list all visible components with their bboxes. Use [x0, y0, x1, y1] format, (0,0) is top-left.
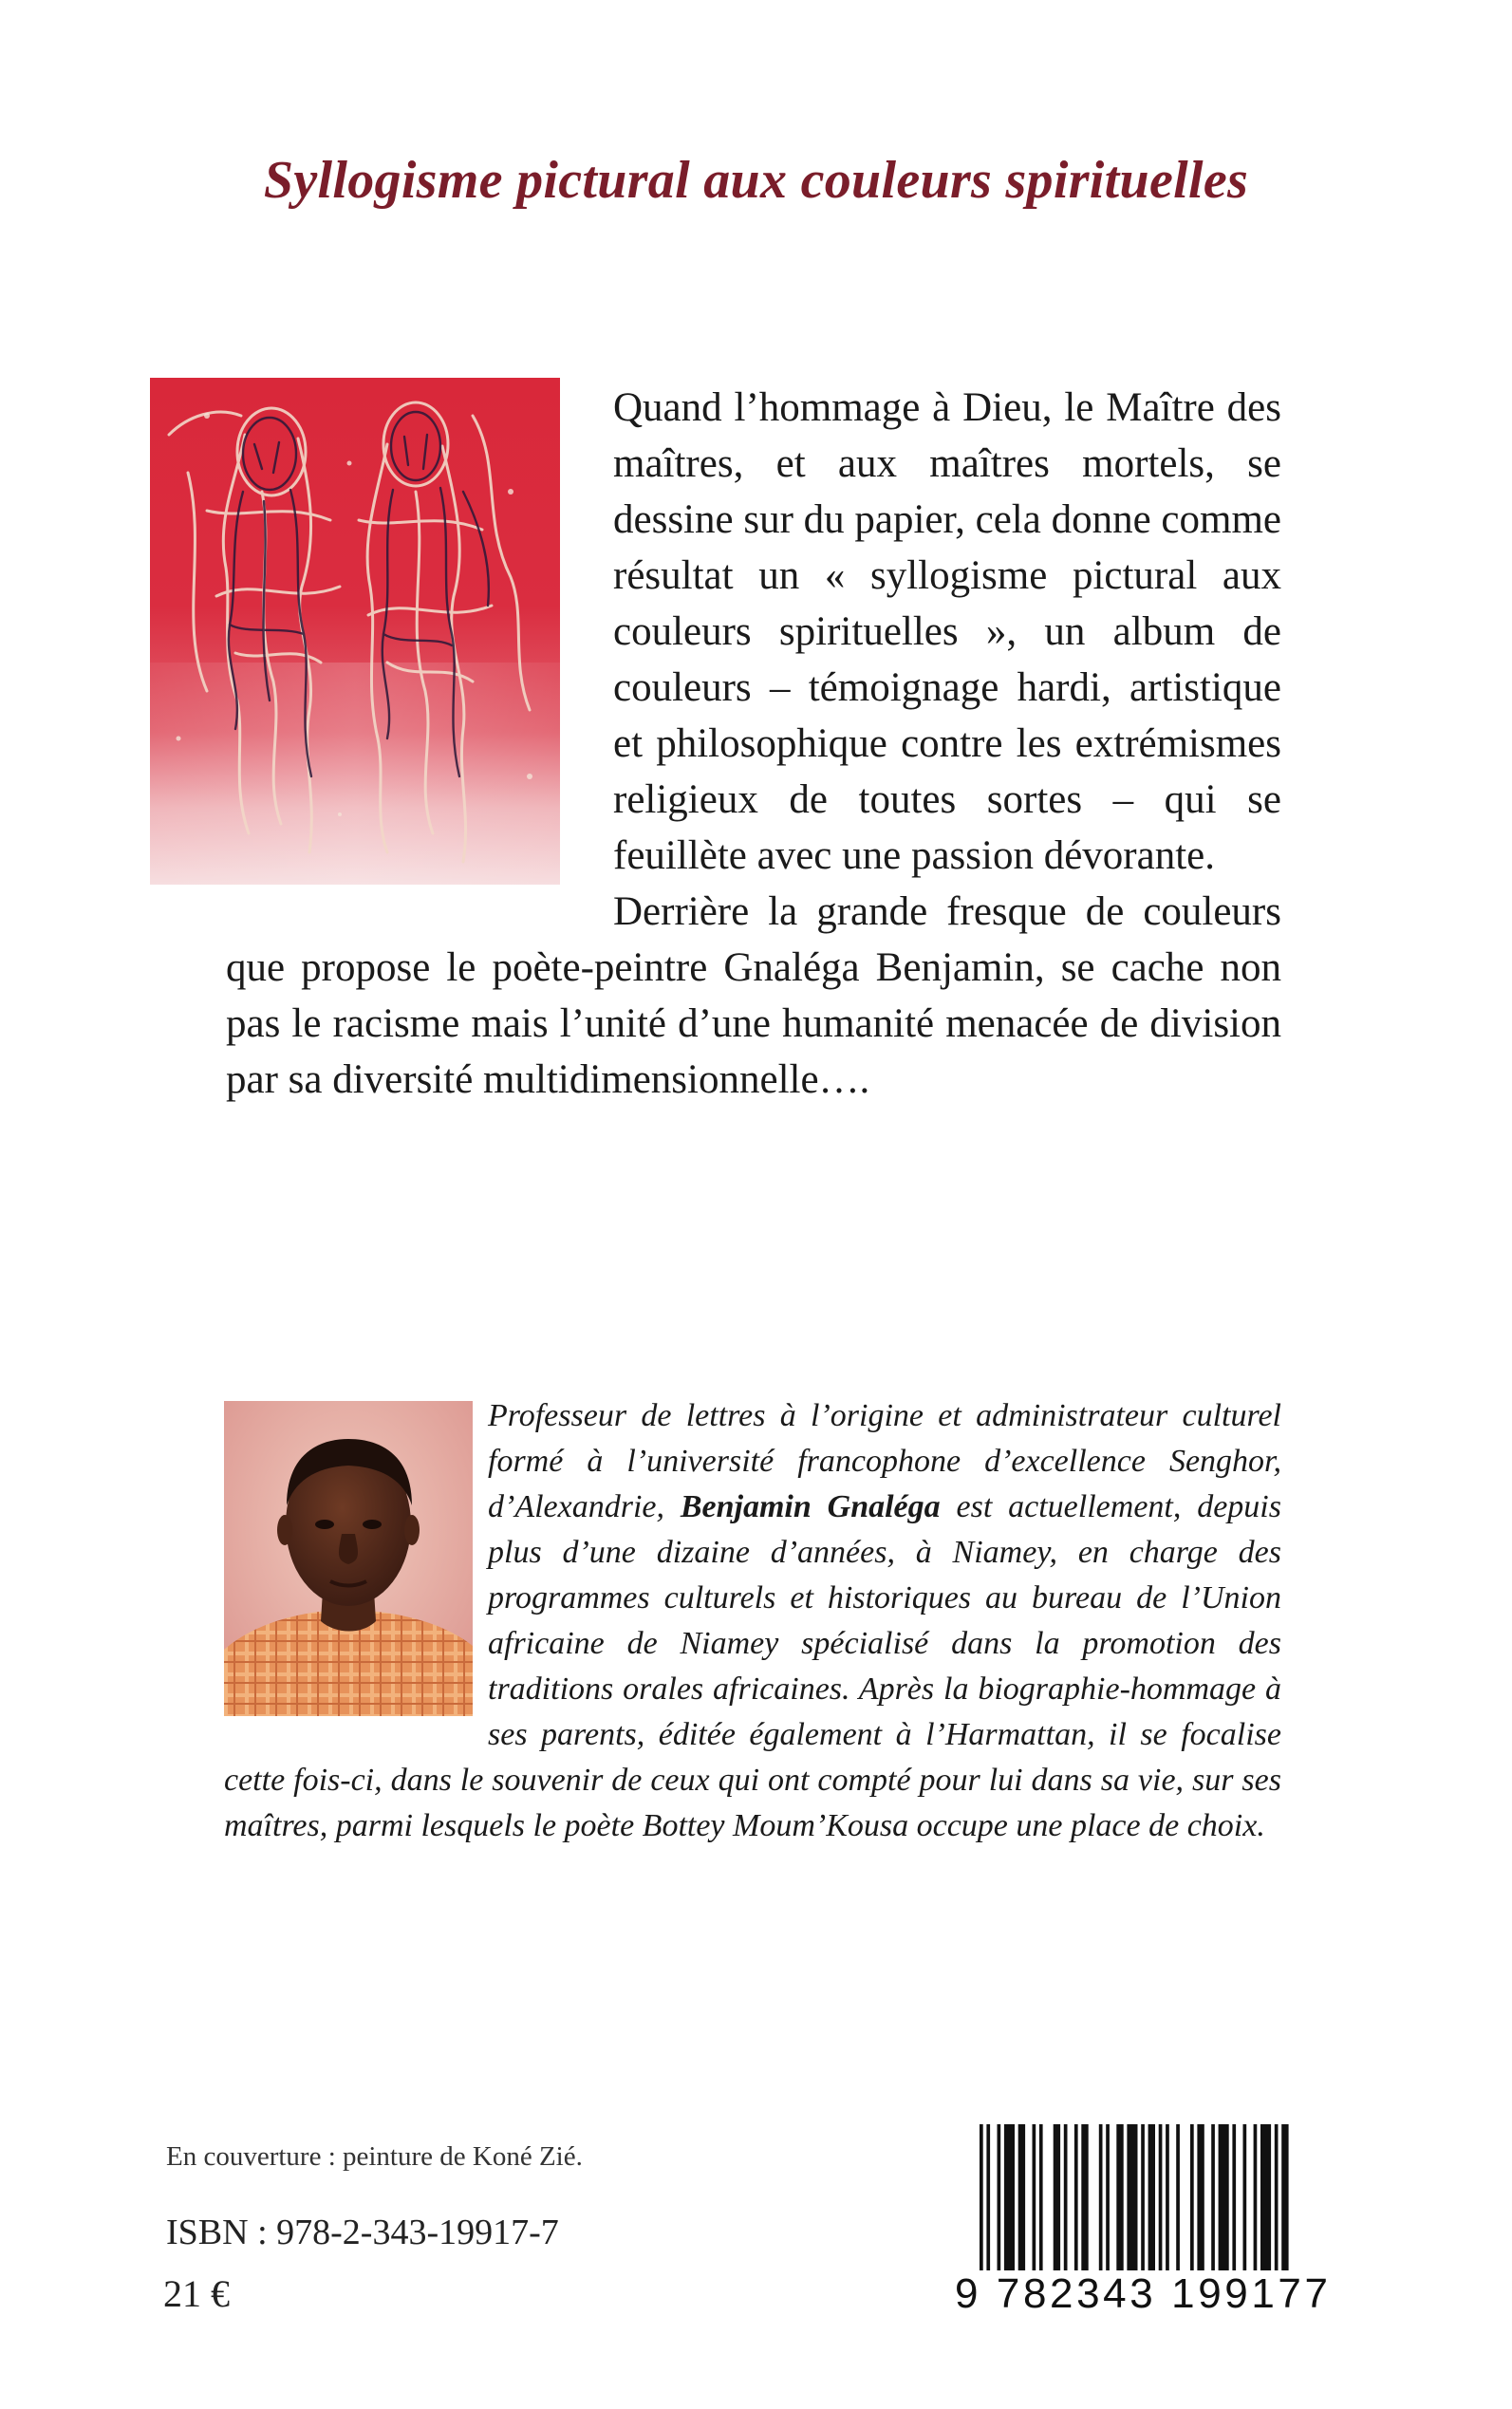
- barcode-bar: [1033, 2124, 1036, 2276]
- book-summary: [226, 380, 1281, 1108]
- barcode-bar: [1116, 2124, 1123, 2276]
- bio-text-before: Professeur de lettres à l’origine et administrateur culturel formé à l’université francophone d’excellence Senghor, d’Alexandrie,: [488, 1398, 1281, 1524]
- book-title: Syllogisme pictural aux couleurs spirituelles: [263, 151, 1249, 210]
- barcode-bar: [1254, 2124, 1258, 2276]
- isbn-label: ISBN : 978-2-343-19917-7: [166, 2213, 559, 2252]
- barcode-bar: [1159, 2124, 1163, 2276]
- barcode-bar: [1281, 2124, 1288, 2276]
- barcode-bar: [1039, 2124, 1043, 2276]
- barcode-bar: [1232, 2124, 1236, 2276]
- barcode-bar: [1054, 2124, 1060, 2276]
- painting-wrap-spacer: [226, 380, 613, 936]
- barcode-bar: [1099, 2124, 1103, 2276]
- summary-paragraph-1: Quand l’hommage à Dieu, le Maître des maîtres, et aux maîtres mortels, se dessine sur du papier, cela donne comme résultat un « syllogisme pictural aux couleurs spirituelles », un album de couleurs – témoignage hardi, artistique et philosophique contre les extrémismes religieux de toutes sortes – qui se feuillète avec une passion dévorante.: [613, 385, 1281, 878]
- barcode-bar: [1176, 2124, 1180, 2276]
- author-biography: [224, 1393, 1281, 1849]
- portrait-wrap-spacer: [224, 1393, 488, 1722]
- barcode-bar: [1141, 2124, 1145, 2276]
- barcode-bar: [1127, 2124, 1137, 2276]
- barcode-bar: [1106, 2124, 1110, 2276]
- bio-author-name: Benjamin Gnaléga: [680, 1489, 941, 1524]
- barcode-bar: [1166, 2124, 1169, 2276]
- barcode-bar: [1018, 2124, 1025, 2276]
- barcode-bar: [1081, 2124, 1088, 2276]
- barcode-bar: [998, 2124, 1001, 2276]
- barcode-bar: [1275, 2124, 1279, 2276]
- bio-text-after: est actuellement, depuis plus d’une dizaine d’années, à Niamey, en charge des programmes culturels et historiques au bureau de l’Union africaine de Niamey spécialisé dans la promotion des traditions orales africaines. Après la biographie-hommage à ses parents, éditée également à l’Harmattan, il se focalise cette fois-ci, dans le souvenir de ceux qui ont compté pour lui dans sa vie, sur ses maîtres, parmi lesquels le poète Bottey Moum’Kousa occupe une place de choix.: [224, 1489, 1281, 1843]
- price-label: 21 €: [163, 2272, 230, 2315]
- barcode-bar: [1064, 2124, 1068, 2276]
- barcode-bar: [1148, 2124, 1155, 2276]
- barcode-bar: [1211, 2124, 1215, 2276]
- barcode-bar: [1243, 2124, 1247, 2276]
- barcode-bar: [1260, 2124, 1271, 2276]
- summary-paragraph-2: Derrière la grande fresque de couleurs que propose le poète-peintre Gnaléga Benjamin, se cache non pas le racisme mais l’unité d’une humanité menacée de division par sa diversité multidimensionnelle….: [226, 889, 1281, 1102]
- barcode-bar: [1004, 2124, 1015, 2276]
- barcode-number: 9 782343 199177: [955, 2270, 1332, 2317]
- cover-credit: En couverture : peinture de Koné Zié.: [166, 2141, 583, 2172]
- barcode-bar: [1219, 2124, 1229, 2276]
- barcode-bar: [1074, 2124, 1078, 2276]
